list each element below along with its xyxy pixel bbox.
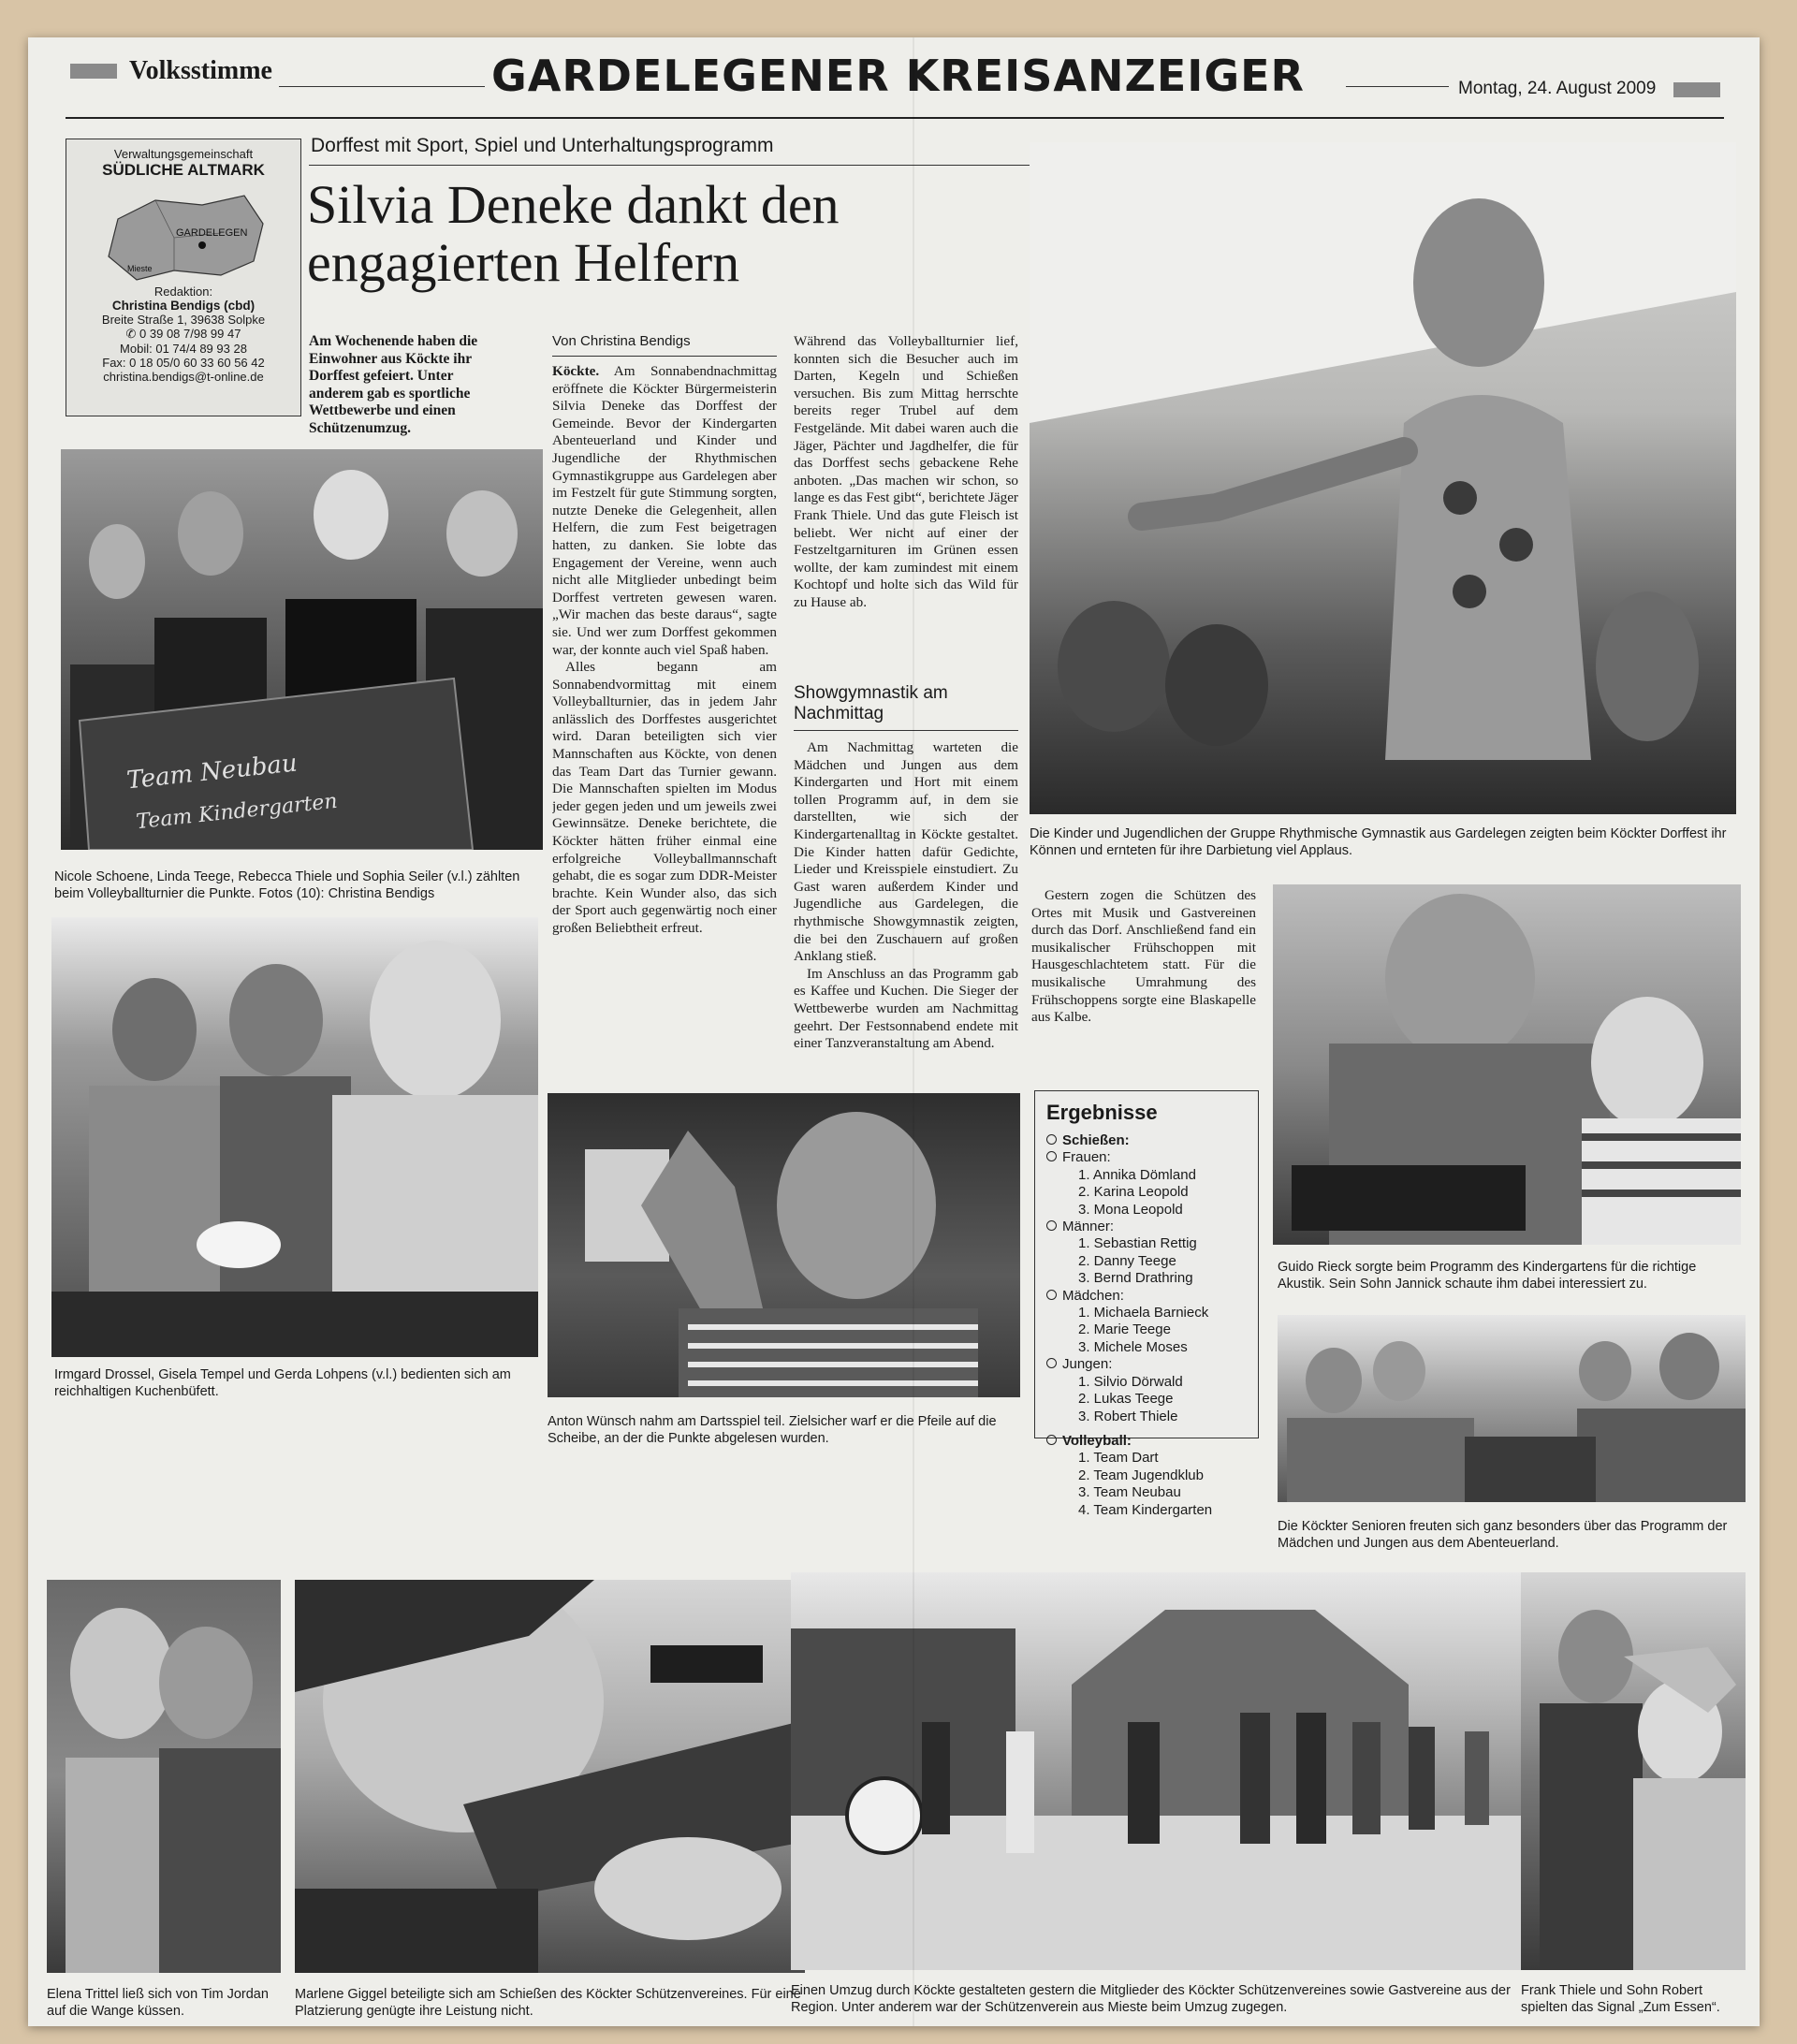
dj-caption: Guido Rieck sorgte beim Programm des Kindergartens für die richtige Akustik. Sein Sohn Jannick schaute ihm dabei interessiert zu. [1278,1260,1697,1292]
dateline: Köckte. [552,363,600,379]
result-item: 2. Marie Teege [1078,1321,1171,1338]
horn-caption: Frank Thiele und Sohn Robert spielten das Signal „Zum Essen“. [1521,1983,1720,2015]
result-item: 2. Karina Leopold [1078,1184,1189,1201]
chalkboard-text-2: Team Kindergarten [135,789,339,835]
result-item: 2. Danny Teege [1078,1252,1176,1269]
paragraph-5: Im Anschluss an das Programm gab es Kaffee und Kuchen. Die Sieger der Wettbewerbe wurden am Nachmittag geehrt. Der Festsonnabend endete mit einer Tanzveranstaltung am Abend. [794,965,1018,1052]
gymnast-caption: Die Kinder und Jugendlichen der Gruppe Rhythmische Gymnastik aus Gardelegen zeigten beim Köckter Dorffest ihr Können und ernteten für ihre Darbietung viel Applaus. [1030,826,1727,858]
article-kicker: Dorffest mit Sport, Spiel und Unterhaltungsprogramm [311,135,774,156]
result-item: 3. Michele Moses [1078,1338,1188,1355]
parade-photo [791,1572,1540,1970]
lead-line-1: Am Wochenende haben die [309,333,478,349]
body-column-b-continued [794,739,1018,1109]
result-item: 4. Team Kindergarten [1078,1501,1213,1518]
masthead-left-bar [70,64,117,79]
result-item: 3. Bernd Drathring [1078,1270,1193,1287]
lead-line-2: Einwohner aus Köckte ihr [309,350,473,367]
horn-illustration [1521,1572,1746,1970]
kiss-illustration [47,1580,281,1973]
fax: Fax: 0 18 05/0 60 33 60 56 42 [102,356,265,370]
parade-caption: Einen Umzug durch Köckte gestalteten gestern die Mitglieder des Köckter Schützenvereines sowie Gastvereine aus der Region. Unter anderem war der Schützenverein aus Mieste beim Umzug zugegen. [791,1983,1511,2015]
headline-line-2: engagierten Helfern [307,232,740,293]
map-town-label: Mieste [127,264,153,273]
body-column-b [794,333,1018,670]
dj-photo [1273,884,1741,1245]
paragraph-6: Gestern zogen die Schützen des Ortes mit Musik und Gastvereinen durch das Dorf. Anschließend fand ein musikalischer Frühschoppen mit Hausgeschlachtetem statt. Für die musikalische Umrahmung des Frühschoppens sorgte eine Blaskapelle aus Kalbe. [1031,887,1256,1026]
results-boys: Jungen: [1046,1356,1247,1373]
results-women: Frauen: [1046,1149,1247,1166]
results-box [1034,1090,1259,1518]
kicker-rule [309,165,1030,166]
byline: Von Christina Bendigs [552,333,691,349]
shooting-caption: Marlene Giggel beteiligte sich am Schießen des Köckter Schützenvereines. Für eine Platzierung genügte ihre Leistung nicht. [295,1987,801,2019]
result-item: 1. Annika Dömland [1078,1166,1196,1183]
article-lead [309,333,519,437]
result-item: 1. Team Dart [1078,1450,1159,1467]
editorial-contact-box [66,139,301,416]
subhead-rule [794,730,1018,731]
paragraph-1: Am Sonnabendnachmittag eröffnete die Köckter Bürgermeisterin Silvia Deneke das Dorffest der Gemeinde. Bevor der Kindergarten Abenteuerland und Kinder und Jugendliche der Rhythmischen Gymnastikgruppe aus Gardelegen aber im Festzelt für gute Stimmung sorgten, nutzte Deneke die Gelegenheit, allen Helfern, die zum Fest beigetragen hatten, zu danken. Sie lobte das Engagement der Vereine, wenn auch nicht alle Mitglieder unbedingt beim Dorffest vertreten gewesen waren. „Wir machen das beste daraus“, sagte sie. Und wer zum Dorffest gekommen war, der konnte auch viel Spaß haben. [552,363,777,658]
results-title: Ergebnisse [1046,1101,1158,1124]
kiss-photo [47,1580,281,1973]
parade-illustration [791,1572,1540,1970]
brand-name: Volksstimme [129,56,272,85]
darts-caption: Anton Wünsch nahm am Dartsspiel teil. Zielsicher warf er die Pfeile auf die Scheibe, an der die Punkte abgelesen wurden. [548,1414,997,1446]
lead-line-6: Schützenumzug. [309,419,411,436]
region-map [90,182,277,285]
result-item: 3. Mona Leopold [1078,1201,1183,1218]
org-line: Verwaltungsgemeinschaft [113,147,254,161]
masthead-right-bar [1673,82,1720,97]
redaktion-label: Redaktion: [153,285,213,299]
mobile: Mobil: 01 74/4 89 93 28 [120,342,247,356]
shooting-illustration [295,1580,805,1973]
result-item: 2. Lukas Teege [1078,1391,1174,1408]
map-city-label: GARDELEGEN [176,227,248,239]
newspaper-page [28,37,1760,2026]
results-girls: Mädchen: [1046,1288,1247,1305]
body-column-a [552,363,777,1121]
body-column-c [1031,887,1256,1074]
darts-photo [548,1093,1020,1397]
horn-photo [1521,1572,1746,1970]
paper-title: GARDELEGENER KREISANZEIGER [491,51,1305,101]
masthead-rule-left [279,86,485,87]
issue-date: Montag, 24. August 2009 [1458,79,1657,98]
address: Breite Straße 1, 39638 Solpke [101,313,266,327]
cake-buffet-illustration [51,917,538,1357]
volleyball-caption: Nicole Schoene, Linda Teege, Rebecca Thiele und Sophia Seiler (v.l.) zählten beim Volleyballturnier die Punkte. Fotos (10): Christina Bendigs [54,869,520,901]
masthead-bottom-rule [66,117,1724,119]
masthead-rule-right [1346,86,1449,87]
lead-line-3: Dorffest gefeiert. Unter [309,368,454,384]
subheadline: Showgymnastik am Nachmittag [794,683,948,723]
results-men: Männer: [1046,1219,1247,1235]
kiss-caption: Elena Trittel ließ sich von Tim Jordan auf die Wange küssen. [47,1987,269,2019]
result-item: 2. Team Jugendklub [1078,1467,1204,1483]
email: christina.bendigs@t-online.de [103,370,264,384]
phone: ✆ 0 39 08 7/98 99 47 [125,327,241,341]
dj-illustration [1273,884,1741,1245]
result-item: 3. Robert Thiele [1078,1408,1178,1424]
lead-line-4: anderem gab es sportliche [309,385,471,402]
lead-line-5: Wettbewerbe und einen [309,402,456,418]
volleyball-photo [61,449,543,850]
cake-buffet-caption: Irmgard Drossel, Gisela Tempel und Gerda Lohpens (v.l.) bedienten sich am reichhaltigen Kuchenbüfett. [54,1367,511,1399]
editor-name: Christina Bendigs (cbd) [111,299,256,313]
paragraph-4: Am Nachmittag warteten die Mädchen und Jungen aus dem Kindergarten und Hort mit einem tollen Programm auf, in dem sie darstellten, wie sich der Kindergartenalltag in Köckte gestaltet. Die Kinder hatten dafür Gedichte, Lieder und Kreisspiele einstudiert. Zu Gast waren außerdem Kinder und Jugendliche aus Gardelegen, die rhythmische Showgymnastik zeigten, die bei den Zuschauern auf großen Anklang stieß. [794,739,1018,965]
paragraph-3: Während das Volleyballturnier lief, konnten sich die Besucher auch im Darten, Kegeln und Schießen versuchen. Bis zum Mittag herrschte bereits reger Trubel auf dem Festgelände. Mit dabei waren auch die Jäger, Pächter und Jagdhelfer, die für das Dorffest sechs gebackene Rehe anboten. „Das machen wir schon, so lange es das Fest gibt“, berichtete Jäger Frank Thiele. Und das gute Fleisch ist beliebt. Wer nicht auf einer der Festzeltgarnituren im Grünen essen wollte, der kam zumindest mit einem Kochtopf und holte sich das Wild für zu Hause ab. [794,333,1018,610]
result-item: 1. Silvio Dörwald [1078,1373,1183,1390]
seniors-photo [1278,1315,1746,1502]
org-name: SÜDLICHE ALTMARK [102,161,265,179]
headline-line-1: Silvia Deneke dankt den [307,174,840,235]
fold-line [913,37,914,2026]
byline-rule [552,356,777,357]
darts-illustration [548,1093,1020,1397]
paragraph-2: Alles begann am Sonnabendvormittag mit einem Volleyballturnier, das in jedem Jahr anlässlich des Dorffestes ausgerichtet wird. Daran beteiligten sich vier Mannschaften aus Köckte, von denen das Team Dart das Turnier gewann. Die Mannschaften spielten im Modus jeder gegen jeden und um jeweils zwei Gewinnsätze. Deneke berichtete, die Köckter hätten früher einmal eine erfolgreiche Volleyballmannschaft gehabt, die es sogar zum DDR-Meister brachte. Kein Wunder also, das sich der Sport auch gegenwärtig noch einer großen Beliebtheit erfreut. [552,659,777,936]
gymnast-photo [1030,142,1736,814]
shooting-photo [295,1580,805,1973]
seniors-illustration [1278,1315,1746,1502]
chalkboard-text-1: Team Neubau [124,749,299,796]
result-item: 1. Michaela Barnieck [1078,1305,1209,1321]
cake-buffet-photo [51,917,538,1357]
seniors-caption: Die Köckter Senioren freuten sich ganz besonders über das Programm der Mädchen und Jungen aus dem Abenteuerland. [1278,1519,1728,1551]
gymnast-illustration [1030,142,1736,814]
result-item: 1. Sebastian Rettig [1078,1235,1197,1252]
results-shooting: Schießen: [1046,1132,1247,1149]
results-volleyball: Volleyball: [1046,1433,1247,1450]
result-item: 3. Team Neubau [1078,1484,1181,1501]
